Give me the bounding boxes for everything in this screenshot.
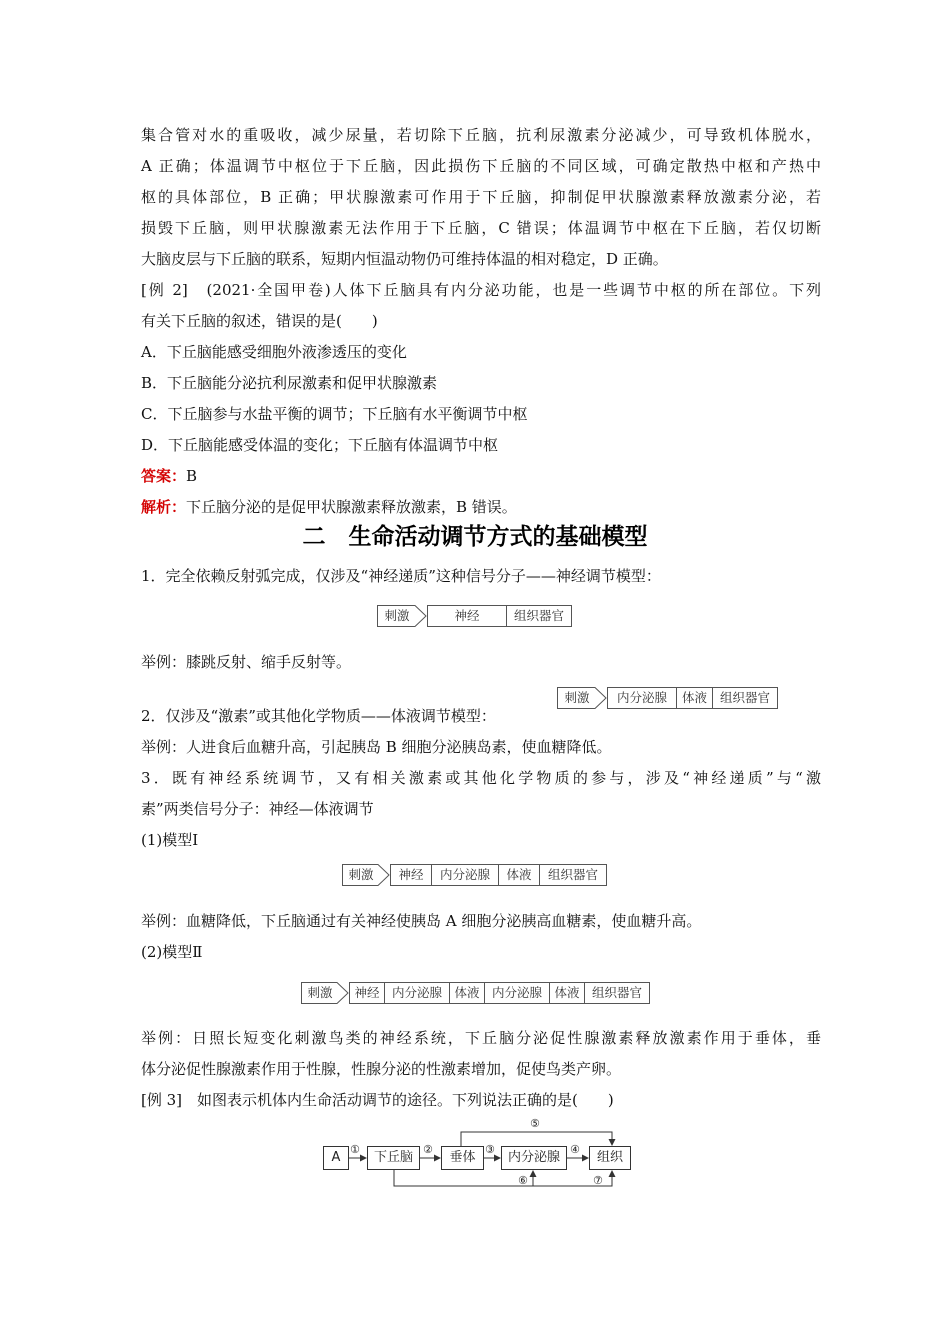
model2-example-line-2: 体分泌促性腺激素作用于性腺，性腺分泌的性激素增加，促使鸟类产卵。 — [141, 1060, 622, 1078]
flow-box-body-fluid: 体液 — [498, 864, 540, 886]
answer-value: B — [186, 467, 198, 485]
item2-text: 2．仅涉及“激素”或其他化学物质——体液调节模型： — [141, 707, 496, 725]
flow-label-stimulus: 刺激 — [564, 690, 590, 705]
paragraph-line-4: 损毁下丘脑，则甲状腺激素无法作用于下丘脑，C 错误；体温调节中枢在下丘脑，若仅切断 — [141, 219, 821, 237]
flow-box-tissue-organ: 组织器官 — [712, 687, 778, 709]
flow-box-body-fluid: 体液 — [449, 982, 485, 1004]
label-6: ⑥ — [518, 1174, 528, 1187]
example2-option-b: B．下丘脑能分泌抗利尿激素和促甲状腺激素 — [141, 374, 438, 392]
example3-question: [例 3] 如图表示机体内生命活动调节的途径。下列说法正确的是( ) — [141, 1091, 614, 1109]
paragraph-line-3: 枢的具体部位，B 正确；甲状腺激素可作用于下丘脑，抑制促甲状腺激素释放激素分泌，若 — [141, 188, 821, 206]
nerve-regulation-model — [377, 605, 571, 627]
label-2: ② — [423, 1143, 433, 1156]
label-1: ① — [350, 1143, 360, 1156]
flow-label-stimulus: 刺激 — [307, 985, 333, 1000]
label-5: ⑤ — [530, 1117, 540, 1130]
analysis-value: 下丘脑分泌的是促甲状腺激素释放激素，B 错误。 — [186, 498, 517, 516]
flow-box-endocrine-gland: 内分泌腺 — [384, 982, 450, 1004]
item1-text: 1．完全依赖反射弧完成，仅涉及“神经递质”这种信号分子——神经调节模型： — [141, 567, 661, 585]
analysis-label: 解析： — [141, 498, 187, 516]
arrow-7 — [394, 1170, 612, 1186]
neuro-humoral-model-1 — [342, 864, 607, 886]
neuro-humoral-model-2 — [301, 982, 649, 1004]
example2-analysis — [141, 496, 821, 518]
item3-text-line-1: 3．既有神经系统调节，又有相关激素或其他化学物质的参与，涉及“神经递质”与“激 — [141, 769, 821, 787]
model2-example-line-1: 举例：日照长短变化刺激鸟类的神经系统，下丘脑分泌促性腺激素释放激素作用于垂体，垂 — [141, 1029, 821, 1047]
section-title: 二 生命活动调节方式的基础模型 — [302, 524, 648, 550]
example2-answer — [141, 465, 821, 487]
flow-box-endocrine-gland-2: 内分泌腺 — [484, 982, 550, 1004]
answer-label: 答案： — [141, 467, 187, 485]
flow-box-endocrine-gland: 内分泌腺 — [431, 864, 499, 886]
model1-label: (1)模型Ⅰ — [141, 831, 199, 849]
paragraph-line-5: 大脑皮层与下丘脑的联系，短期内恒温动物仍可维持体温的相对稳定，D 正确。 — [141, 250, 668, 268]
example2-option-a: A．下丘脑能感受细胞外液渗透压的变化 — [141, 343, 407, 361]
node-tissue: 组织 — [589, 1146, 631, 1170]
paragraph-line-1: 集合管对水的重吸收，减少尿量，若切除下丘脑，抗利尿激素分泌减少，可导致机体脱水， — [141, 126, 821, 144]
flow-box-tissue-organ: 组织器官 — [584, 982, 650, 1004]
item1-example: 举例：膝跳反射、缩手反射等。 — [141, 653, 352, 671]
flow-box-tissue-organ: 组织器官 — [506, 605, 572, 627]
arrow-5 — [461, 1132, 612, 1146]
item3-text-line-2: 素”两类信号分子：神经—体液调节 — [141, 800, 374, 818]
example2-question-line-2: 有关下丘脑的叙述，错误的是( ) — [141, 312, 378, 330]
node-endocrine-gland: 内分泌腺 — [501, 1146, 567, 1170]
item2-example: 举例：人进食后血糖升高，引起胰岛 B 细胞分泌胰岛素，使血糖降低。 — [141, 738, 612, 756]
node-hypothalamus: 下丘脑 — [367, 1146, 420, 1170]
example2-option-c: C．下丘脑参与水盐平衡的调节；下丘脑有水平衡调节中枢 — [141, 405, 528, 423]
flow-arrow-stimulus — [557, 684, 607, 712]
node-pituitary: 垂体 — [441, 1146, 484, 1170]
node-a: A — [323, 1146, 349, 1170]
label-7: ⑦ — [593, 1174, 603, 1187]
flow-arrow-stimulus — [377, 602, 427, 630]
example2-option-d: D．下丘脑能感受体温的变化；下丘脑有体温调节中枢 — [141, 436, 499, 454]
model1-example: 举例：血糖降低，下丘脑通过有关神经使胰岛 A 细胞分泌胰高血糖素，使血糖升高。 — [141, 912, 702, 930]
example2-question-line-1: [例 2] (2021·全国甲卷)人体下丘脑具有内分泌功能，也是一些调节中枢的所在部位。下列 — [141, 281, 821, 299]
flow-box-nerve: 神经 — [390, 864, 432, 886]
regulation-pathway-diagram — [322, 1115, 632, 1195]
flow-arrow-stimulus — [342, 861, 390, 889]
flow-box-tissue-organ: 组织器官 — [539, 864, 607, 886]
humoral-regulation-model — [557, 687, 778, 709]
flow-arrow-stimulus — [301, 979, 349, 1007]
flow-label-stimulus: 刺激 — [384, 608, 410, 623]
flow-box-nerve: 神经 — [427, 605, 507, 627]
flow-box-endocrine-gland: 内分泌腺 — [607, 687, 677, 709]
flow-box-nerve: 神经 — [349, 982, 385, 1004]
flow-box-body-fluid: 体液 — [676, 687, 713, 709]
flow-label-stimulus: 刺激 — [348, 867, 374, 882]
model2-label: (2)模型Ⅱ — [141, 943, 203, 961]
paragraph-line-2: A 正确；体温调节中枢位于下丘脑，因此损伤下丘脑的不同区域，可确定散热中枢和产热中 — [141, 157, 821, 175]
flow-box-body-fluid-2: 体液 — [549, 982, 585, 1004]
label-4: ④ — [570, 1143, 580, 1156]
label-3: ③ — [485, 1143, 495, 1156]
